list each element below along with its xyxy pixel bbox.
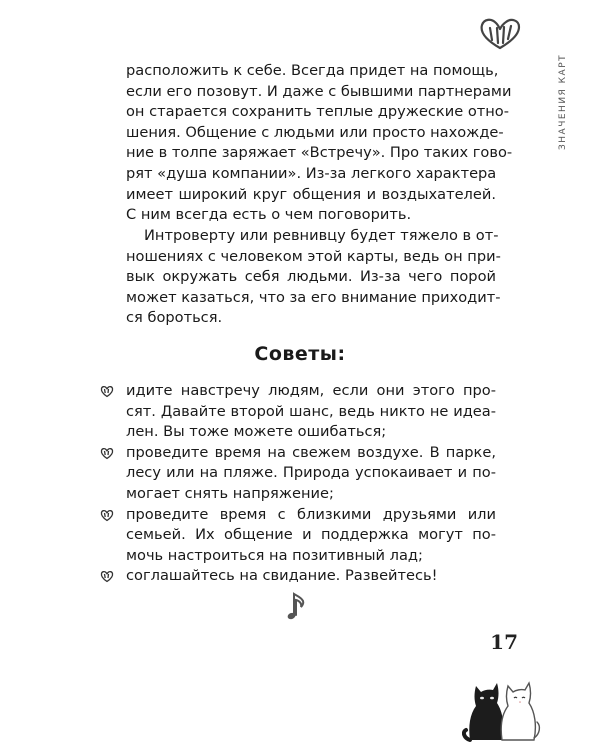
text-line: мочь настроиться на позитивный лад; [126, 546, 423, 564]
text-line: лен. Вы тоже можете ошибаться; [126, 423, 387, 441]
running-header-text: ЗНАЧЕНИЯ КАРТ [558, 53, 568, 150]
list-item [100, 443, 496, 505]
text-line: проведите время на свежем воздухе. В парке, [126, 443, 496, 461]
list-item [100, 566, 496, 587]
paragraph-1 [126, 61, 513, 226]
page-number: 17 [490, 630, 518, 654]
text-line: ся бороться. [126, 309, 223, 327]
text-line: может казаться, что за его внимание приходит- [126, 288, 501, 306]
heart-bullet-icon [100, 569, 114, 583]
text-line: если его позовут. И даже с бывшими партнерами [126, 82, 512, 100]
text-line: Интроверту или ревнивцу будет тяжело в от- [144, 227, 499, 244]
tips-heading: Советы: [254, 343, 346, 365]
text-line: он старается сохранить теплые дружеские отно- [126, 103, 509, 121]
text-line: шения. Общение с людьми или просто нахожде- [126, 123, 504, 141]
text-line: ние в толпе заряжает «Встречу». Про таких гово- [126, 144, 513, 162]
heart-bullet-icon [100, 508, 114, 522]
text-line: вык окружать себя людьми. Из-за чего порой [126, 268, 496, 286]
text-line: проведите время с близкими друзьями или [126, 505, 496, 523]
text-line: ношениях с человеком этой карты, ведь он при- [126, 247, 501, 265]
text-line: могает снять напряжение; [126, 484, 334, 502]
text-line: семьей. Их общение и поддержка могут по- [126, 526, 496, 544]
text-line: идите навстречу людям, если они этого про- [126, 382, 496, 399]
text-line: лесу или на пляже. Природа успокаивает и по- [126, 464, 496, 482]
list-item [100, 505, 496, 567]
music-note-icon [285, 590, 307, 622]
heart-doodle-icon [476, 14, 524, 52]
text-line: соглашайтесь на свидание. Развейтесь! [126, 567, 438, 585]
list-item [100, 381, 496, 443]
text-line: имеет широкий круг общения и воздыхателей. [126, 185, 496, 203]
cats-illustration-icon [462, 660, 542, 744]
paragraph-2 [126, 226, 501, 329]
heart-bullet-icon [100, 446, 114, 460]
text-line: расположить к себе. Всегда придет на помощь, [126, 62, 499, 79]
text-line: сят. Давайте второй шанс, ведь никто не идеа- [126, 402, 496, 420]
text-line: рят «душа компании». Из-за легкого характера [126, 164, 497, 182]
heart-bullet-icon [100, 384, 114, 398]
text-line: С ним всегда есть о чем поговорить. [126, 206, 412, 224]
tips-list [100, 381, 496, 587]
